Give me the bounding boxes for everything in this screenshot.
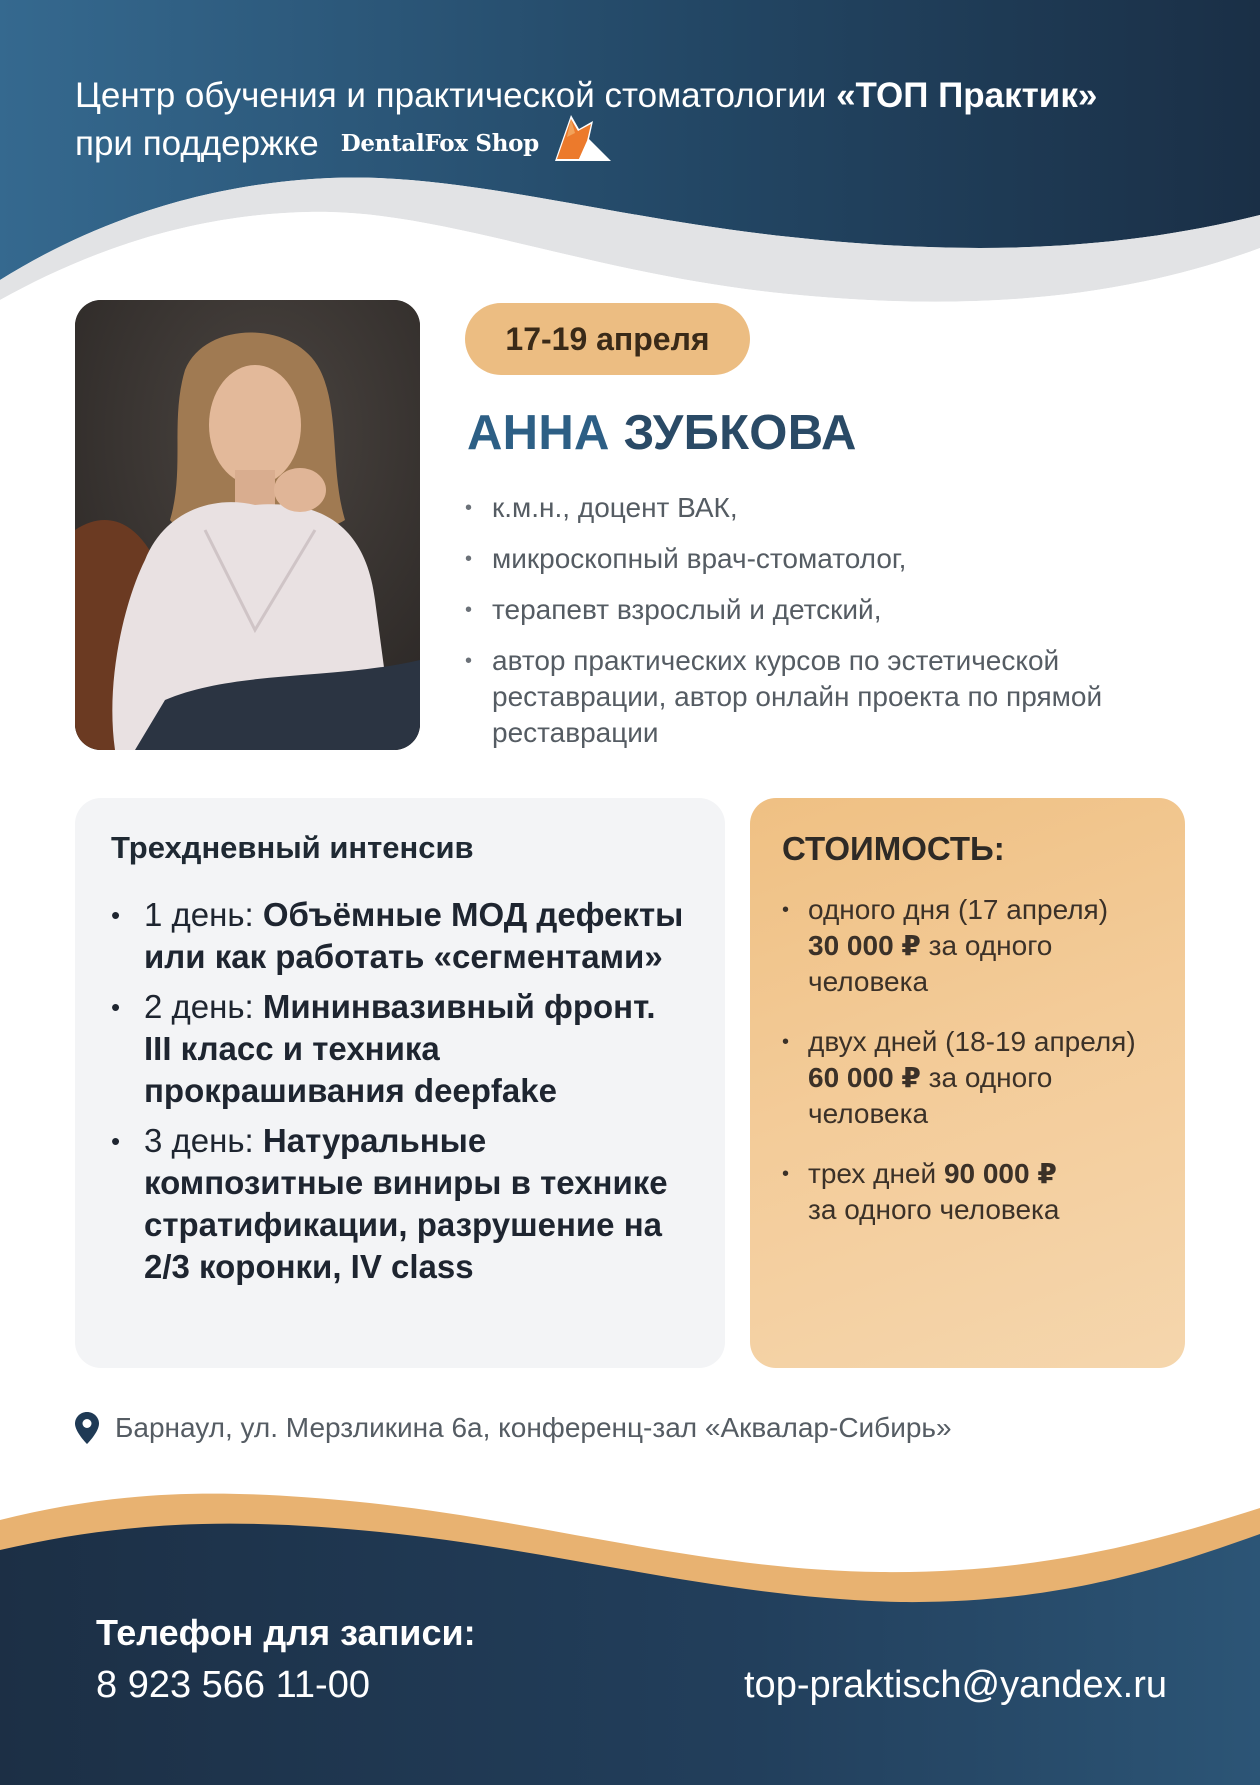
price-intro: двух дней (18-19 апреля)	[808, 1026, 1136, 1057]
speaker-last-name: ЗУБКОВА	[623, 406, 857, 460]
price-item	[782, 1024, 1153, 1132]
price-suffix: за одного человека	[808, 1062, 1053, 1129]
bio-item: • к.м.н., доцент ВАК,	[465, 490, 1185, 526]
speaker-photo	[75, 300, 420, 750]
bio-item: • автор практических курсов по эстетической реставрации, автор онлайн проекта по прямой реставрации	[465, 643, 1185, 751]
email-address[interactable]: top-praktisch@yandex.ru	[744, 1664, 1167, 1706]
price-amount: 30 000 ₽	[808, 930, 921, 961]
phone-label: Телефон для записи:	[96, 1612, 476, 1653]
program-days-list	[111, 894, 689, 1288]
header-title	[75, 72, 1097, 168]
header-support-text: при поддержке	[75, 124, 319, 163]
event-address	[75, 1412, 952, 1444]
fox-icon	[549, 111, 615, 163]
price-item	[782, 892, 1153, 1000]
speaker-first-name: АННА	[467, 406, 610, 460]
speaker-portrait-illustration	[75, 300, 420, 750]
price-suffix: за одного человека	[808, 930, 1053, 997]
event-dates-badge: 17-19 апреля	[465, 303, 750, 375]
program-title: Трехдневный интенсив	[111, 830, 474, 865]
program-card	[75, 798, 725, 1368]
day-label: 1 день:	[144, 896, 263, 933]
header-line-2	[75, 120, 1097, 168]
price-item	[782, 1156, 1153, 1228]
dentalfox-logo-text: DentalFox Shop	[340, 130, 539, 157]
day-topic: Натуральные композитные виниры в технике стратификации, разрушение на 2/3 коронки, IV class	[144, 1122, 668, 1285]
program-day-item	[111, 986, 689, 1112]
program-day-item	[111, 1120, 689, 1288]
dentalfox-logo	[341, 120, 615, 168]
price-intro: трех дней	[808, 1158, 944, 1189]
header-center-name: Центр обучения и практической стоматологии	[75, 76, 837, 115]
pricing-list	[782, 892, 1153, 1228]
bio-item: • терапевт взрослый и детский,	[465, 592, 1185, 628]
address-text: Барнаул, ул. Мерзликина 6а, конференц-зал «Аквалар-Сибирь»	[115, 1412, 952, 1443]
pricing-title: СТОИМОСТЬ:	[782, 830, 1005, 867]
bio-item: • микроскопный врач-стоматолог,	[465, 541, 1185, 577]
program-day-item	[111, 894, 689, 978]
price-amount: 90 000 ₽	[943, 1158, 1057, 1189]
day-label: 3 день:	[144, 1122, 263, 1159]
speaker-name	[467, 405, 857, 461]
pricing-card	[750, 798, 1185, 1368]
map-pin-icon	[75, 1412, 99, 1444]
day-topic: Мининвазивный фронт. III класс и техника прокрашивания deepfake	[144, 988, 656, 1109]
price-intro: одного дня (17 апреля)	[808, 894, 1109, 925]
header-brand: «ТОП Практик»	[836, 76, 1098, 115]
day-label: 2 день:	[144, 988, 263, 1025]
day-topic: Объёмные МОД дефекты или как работать «сегментами»	[144, 896, 684, 975]
speaker-bio-list	[465, 490, 1185, 766]
price-amount: 60 000 ₽	[808, 1062, 921, 1093]
phone-number[interactable]: 8 923 566 11-00	[96, 1664, 370, 1706]
price-suffix: за одного человека	[808, 1194, 1060, 1225]
